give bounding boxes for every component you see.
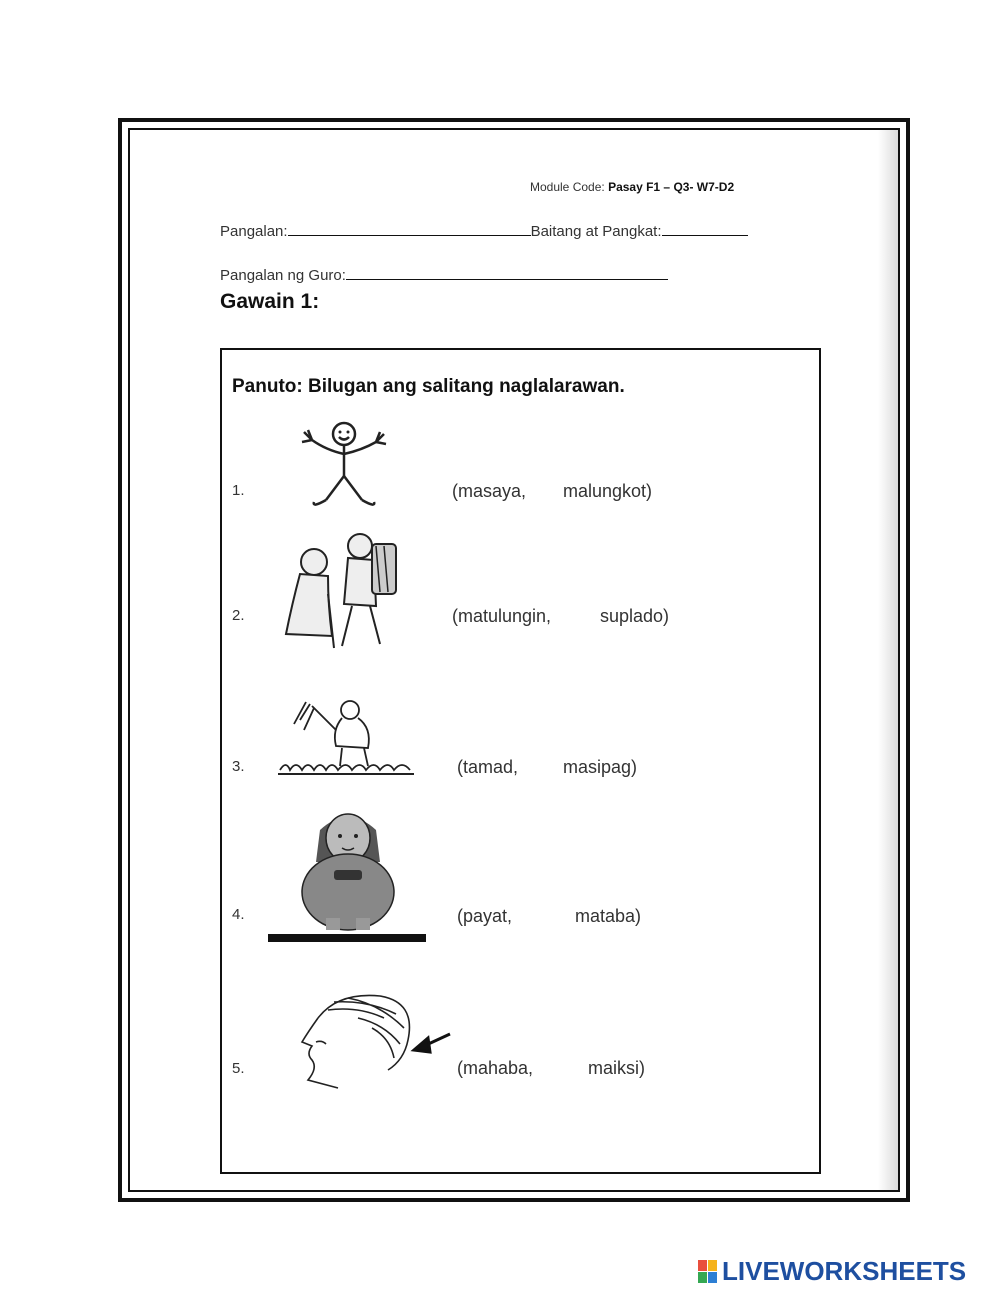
item-1-choice-a[interactable]: (masaya, [452, 481, 527, 501]
item-2-choice-a[interactable]: (matulungin, [452, 606, 552, 626]
module-code-value: Pasay F1 – Q3- W7-D2 [608, 180, 735, 194]
item-number-2: 2. [232, 607, 245, 624]
teacher-field[interactable] [220, 267, 668, 284]
item-1-choice-b[interactable]: malungkot) [563, 481, 653, 501]
short-hair-profile-picture [288, 988, 458, 1096]
item-3-choice-a[interactable]: (tamad, [457, 757, 519, 777]
teacher-line[interactable] [346, 278, 668, 280]
name-field[interactable] [220, 223, 748, 240]
liveworksheets-logo[interactable] [698, 1256, 966, 1287]
farmer-watering-picture [276, 690, 416, 780]
module-label: Module Code: [530, 180, 605, 194]
liveworksheets-logo-icon [698, 1260, 718, 1284]
name-label: Pangalan: [220, 223, 288, 240]
name-line[interactable] [288, 234, 531, 236]
item-number-1: 1. [232, 482, 245, 499]
brand-text: LIVEWORKSHEETS [722, 1256, 967, 1286]
page-shadow [878, 130, 898, 1190]
helping-elderly-picture [272, 524, 412, 654]
item-3-choice-b[interactable]: masipag) [563, 757, 638, 777]
item-number-4: 4. [232, 906, 245, 923]
item-number-5: 5. [232, 1060, 245, 1077]
item-5-choice-b[interactable]: maiksi) [588, 1058, 645, 1078]
module-code [530, 180, 734, 194]
happy-stick-figure-picture [290, 418, 400, 518]
chubby-person-picture [268, 800, 426, 944]
item-4-choice-a[interactable]: (payat, [457, 906, 513, 926]
item-2-choice-b[interactable]: suplado) [600, 606, 670, 626]
grade-line[interactable] [662, 234, 748, 236]
grade-label: Baitang at Pangkat: [530, 223, 662, 240]
item-number-3: 3. [232, 758, 245, 775]
item-5-choice-a[interactable]: (mahaba, [457, 1058, 534, 1078]
activity-title: Gawain 1: [220, 290, 320, 313]
item-4-choice-b[interactable]: mataba) [575, 906, 642, 926]
instruction-text: Panuto: Bilugan ang salitang naglalarawan. [232, 376, 625, 397]
teacher-label: Pangalan ng Guro: [220, 267, 346, 284]
